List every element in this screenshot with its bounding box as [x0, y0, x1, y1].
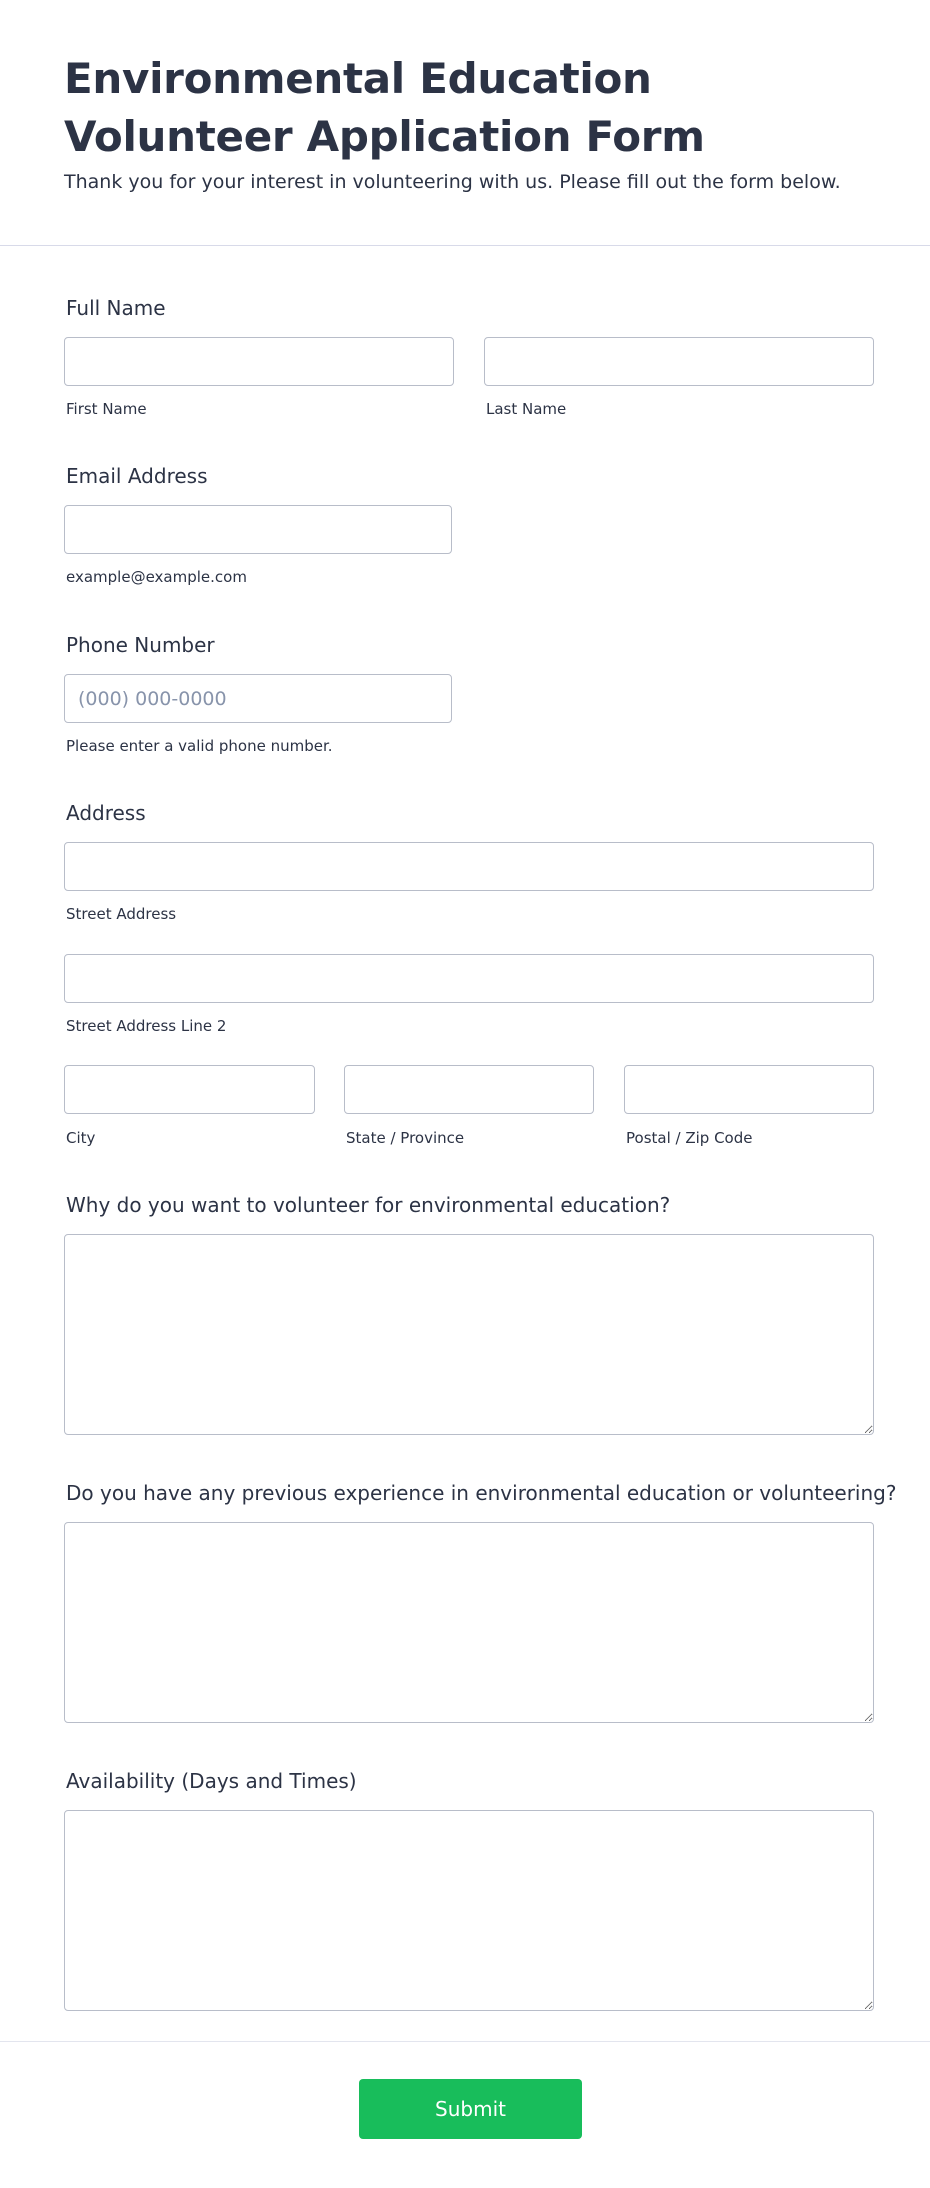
- form-footer: [0, 2041, 930, 2188]
- street-address-line2-input[interactable]: [64, 954, 874, 1003]
- last-name-sublabel: Last Name: [486, 400, 567, 418]
- first-name-sublabel: First Name: [66, 400, 147, 418]
- why-volunteer-textarea[interactable]: [64, 1234, 874, 1435]
- why-volunteer-label: Why do you want to volunteer for environmental education?: [66, 1193, 671, 1217]
- submit-button[interactable]: Submit: [359, 2079, 582, 2139]
- first-name-input[interactable]: [64, 337, 454, 386]
- state-input[interactable]: [344, 1065, 594, 1114]
- availability-textarea[interactable]: [64, 1810, 874, 2011]
- email-input[interactable]: [64, 505, 452, 554]
- zip-input[interactable]: [624, 1065, 874, 1114]
- page-title: Environmental Education Volunteer Application Form: [64, 54, 705, 161]
- state-sublabel: State / Province: [346, 1129, 465, 1147]
- phone-input[interactable]: [64, 674, 452, 723]
- experience-textarea[interactable]: [64, 1522, 874, 1723]
- city-sublabel: City: [66, 1129, 96, 1147]
- street-address-line2-sublabel: Street Address Line 2: [66, 1017, 227, 1035]
- availability-label: Availability (Days and Times): [66, 1769, 357, 1793]
- full-name-label: Full Name: [66, 296, 166, 320]
- page-subtitle: Thank you for your interest in volunteering with us. Please fill out the form below.: [64, 171, 841, 193]
- zip-sublabel: Postal / Zip Code: [626, 1129, 753, 1147]
- phone-label: Phone Number: [66, 633, 215, 657]
- address-label: Address: [66, 801, 146, 825]
- city-input[interactable]: [64, 1065, 315, 1114]
- form-header: [0, 0, 930, 246]
- email-label: Email Address: [66, 464, 208, 488]
- last-name-input[interactable]: [484, 337, 874, 386]
- street-address-sublabel: Street Address: [66, 905, 177, 923]
- experience-label: Do you have any previous experience in environmental education or volunteering?: [66, 1481, 897, 1505]
- email-sublabel: example@example.com: [66, 568, 247, 586]
- phone-sublabel: Please enter a valid phone number.: [66, 737, 333, 755]
- street-address-input[interactable]: [64, 842, 874, 891]
